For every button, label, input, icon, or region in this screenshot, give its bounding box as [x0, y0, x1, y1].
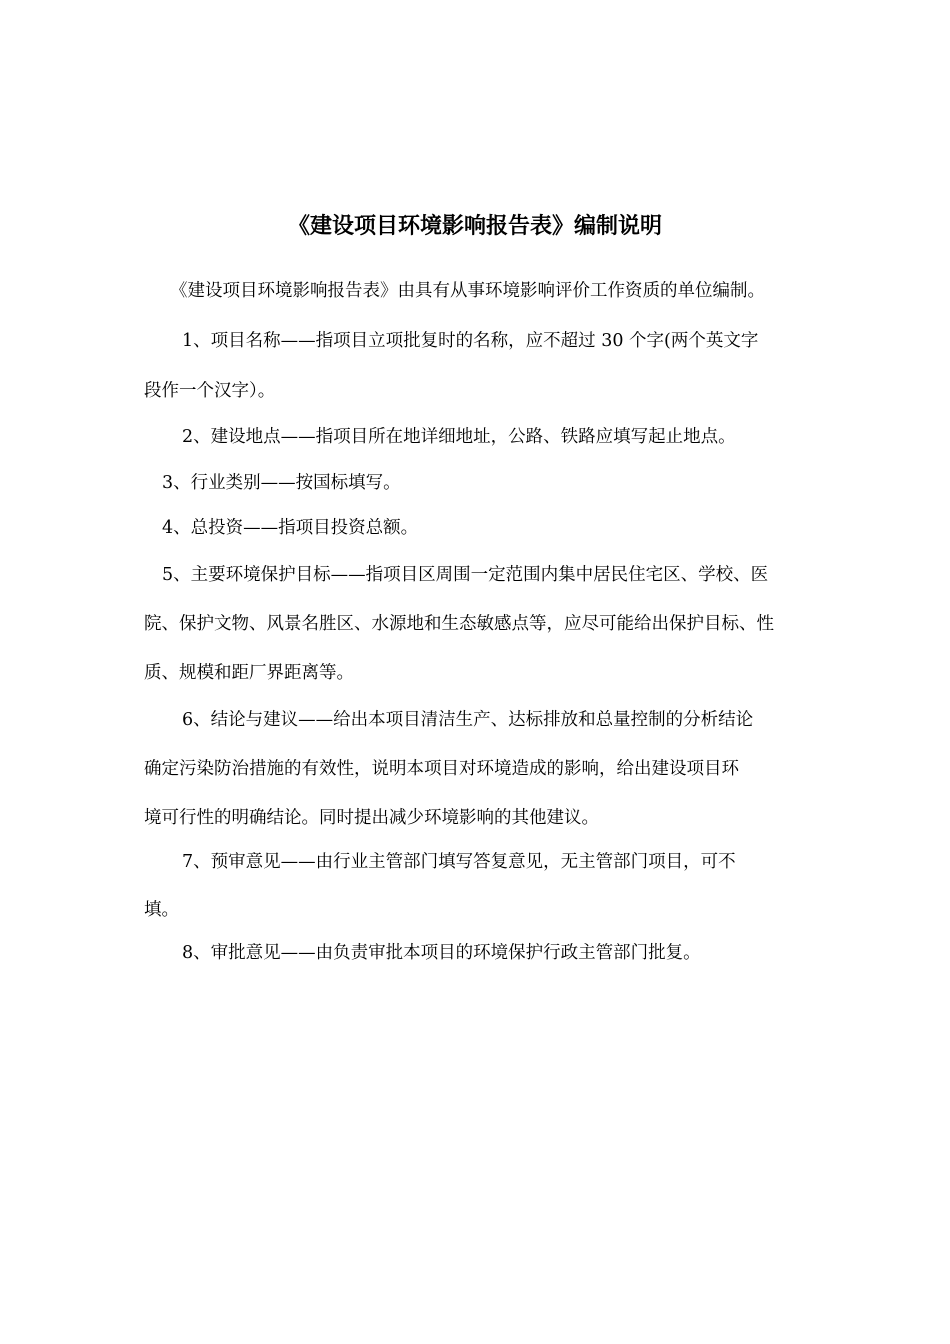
- item-5-line-2: 院、保护文物、风景名胜区、水源地和生态敏感点等，应尽可能给出保护目标、性: [144, 614, 774, 634]
- item-7-line-2: 填。: [144, 900, 179, 920]
- item-5-line-3: 质、规模和距厂界距离等。: [144, 663, 354, 683]
- document-title: 《建设项目环境影响报告表》编制说明: [287, 214, 662, 239]
- item-7-line-1: 7、预审意见——由行业主管部门填写答复意见，无主管部门项目，可不: [182, 852, 736, 872]
- item-1-line-2: 段作一个汉字）。: [144, 381, 276, 401]
- item-2-line-1: 2、建设地点——指项目所在地详细地址，公路、铁路应填写起止地点。: [182, 427, 736, 447]
- item-8-line-1: 8、审批意见——由负责审批本项目的环境保护行政主管部门批复。: [182, 943, 701, 963]
- item-6-line-1: 6、结论与建议——给出本项目清洁生产、达标排放和总量控制的分析结论: [182, 710, 754, 730]
- item-1-line-1: 1、项目名称——指项目立项批复时的名称，应不超过 30 个字(两个英文字: [182, 331, 759, 351]
- item-4-line-1: 4、总投资——指项目投资总额。: [162, 518, 419, 538]
- item-6-line-3: 境可行性的明确结论。同时提出减少环境影响的其他建议。: [144, 808, 599, 828]
- item-5-line-1: 5、主要环境保护目标——指项目区周围一定范围内集中居民住宅区、学校、医: [162, 565, 769, 585]
- intro-text: 《建设项目环境影响报告表》由具有从事环境影响评价工作资质的单位编制。: [170, 281, 765, 301]
- item-6-line-2: 确定污染防治措施的有效性，说明本项目对环境造成的影响，给出建设项目环: [144, 759, 739, 779]
- item-3-line-1: 3、行业类别——按国标填写。: [162, 473, 401, 493]
